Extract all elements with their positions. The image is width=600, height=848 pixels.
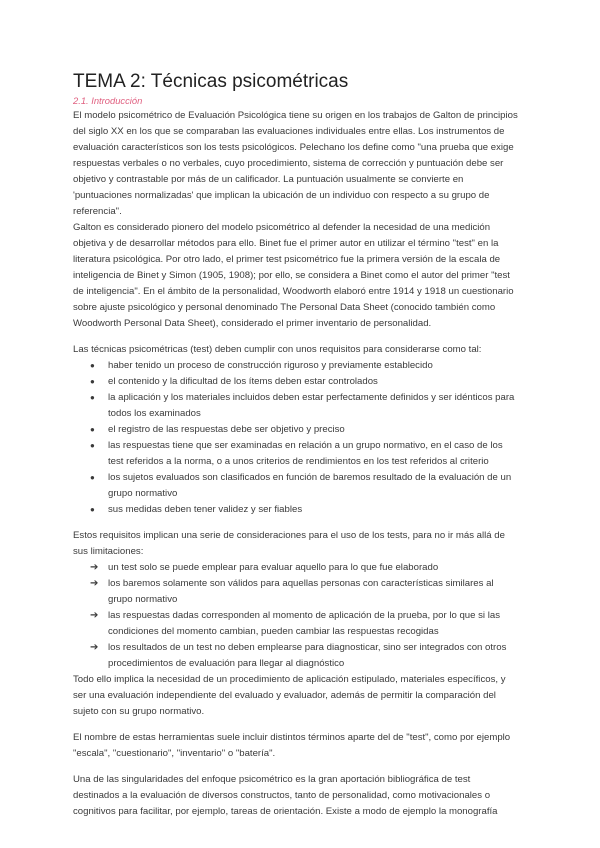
- list-item: ● los sujetos evaluados son clasificados en función de baremos resultado de la evaluación de un grupo normativo: [90, 472, 512, 499]
- paragraph-considerations: Estos requisitos implican una serie de consideraciones para el uso de los tests, para no ir más allá de sus limitaciones:: [73, 530, 505, 557]
- page-title: TEMA 2: Técnicas psicométricas: [73, 71, 349, 92]
- bullet-icon: ●: [90, 441, 95, 450]
- section-heading: 2.1. Introducción: [73, 95, 143, 106]
- arrow-icon: ➔: [90, 610, 99, 621]
- paragraph-implications: Todo ello implica la necesidad de un procedimiento de aplicación estipulado, materiales específicos, y ser una evaluación independiente del evaluado y evaluador, además de permitir la comparación del sujeto con su grupo normativo.: [73, 674, 506, 717]
- list-item: ● el registro de las respuestas debe ser objetivo y preciso: [73, 422, 518, 438]
- bullet-icon: ●: [90, 377, 95, 386]
- paragraph-bibliography: Una de las singularidades del enfoque psicométrico es la gran aportación bibliográfica de test destinados a la evaluación de diversos constructos, tanto de personalidad, como motivacionales o cognitivos para facilitar, por ejemplo, tareas de orientación. Existe a modo de ejemplo la monografía: [73, 774, 498, 817]
- list-item: ● el contenido y la dificultad de los ítems deben estar controlados: [73, 374, 518, 390]
- paragraph-intro: El modelo psicométrico de Evaluación Psicológica tiene su origen en los trabajos de Galton de principios del siglo XX en los que se comparaban las evaluaciones individuales entre ellas. Los instrumentos de evaluación característicos son los tests psicológicos. Pelechano los define como "una prueba que exige respuestas verbales o no verbales, cuyo procedimiento, sistema de corrección y puntuación debe ser objetivo y contrastable por más de un calificador. La puntuación usualmente se convierte en 'puntuaciones normalizadas' que implican la ubicación de un individuo con respecto a su grupo de referencia".: [73, 110, 518, 217]
- paragraph-requirements: Las técnicas psicométricas (test) deben cumplir con unos requisitos para considerarse como tal:: [73, 344, 482, 355]
- bullet-icon: ●: [90, 425, 95, 434]
- bullet-icon: ●: [90, 473, 95, 482]
- arrow-icon: ➔: [90, 562, 99, 573]
- requirements-list: [73, 358, 518, 518]
- list-item: ● las respuestas tiene que ser examinadas en relación a un grupo normativo, en el caso de los test referidos a la norma, o a unos criterios de rendimientos en los test referidos al criterio: [90, 440, 503, 467]
- bullet-icon: ●: [90, 505, 95, 514]
- list-item: ➔ los resultados de un test no deben emplearse para diagnosticar, sino ser integrados con otros procedimientos de evaluación para llegar al diagnóstico: [90, 642, 507, 669]
- list-item: ● haber tenido un proceso de construcción riguroso y previamente establecido: [73, 358, 518, 374]
- arrow-icon: ➔: [90, 642, 99, 653]
- list-item: ➔ los baremos solamente son válidos para aquellas personas con características similares al grupo normativo: [90, 578, 494, 605]
- arrow-icon: ➔: [90, 578, 99, 589]
- bullet-icon: ●: [90, 361, 95, 370]
- paragraph-history: Galton es considerado pionero del modelo psicométrico al defender la necesidad de una medición objetiva y de desarrollar métodos para ello. Binet fue el primer autor en utilizar el término "test" en la literatura psicológica. Por otro lado, el primer test psicométrico fue la primera versión de la escala de inteligencia de Binet y Simon (1905, 1908); por ello, se considera a Binet como el autor del primer "test de inteligencia". En el ámbito de la personalidad, Woodworth elaboró entre 1914 y 1918 un cuestionario sobre ajuste psicológico y personal denominado The Personal Data Sheet (conocido también como Woodworth Personal Data Sheet), considerado el primer inventario de personalidad.: [73, 222, 514, 329]
- paragraph-names: El nombre de estas herramientas suele incluir distintos términos aparte del de "test", como por ejemplo "escala", "cuestionario", "inventario" o "batería".: [73, 732, 511, 759]
- list-item: ● sus medidas deben tener validez y ser fiables: [73, 502, 518, 518]
- list-item: ● la aplicación y los materiales incluidos deben estar perfectamente definidos y ser idénticos para todos los examinados: [90, 392, 515, 419]
- considerations-list: [73, 560, 518, 672]
- bullet-icon: ●: [90, 393, 95, 402]
- list-item: ➔ las respuestas dadas corresponden al momento de aplicación de la prueba, por lo que si las condiciones del momento cambian, pueden cambiar las respuestas recogidas: [90, 610, 500, 637]
- list-item: ➔ un test solo se puede emplear para evaluar aquello para lo que fue elaborado: [73, 560, 518, 576]
